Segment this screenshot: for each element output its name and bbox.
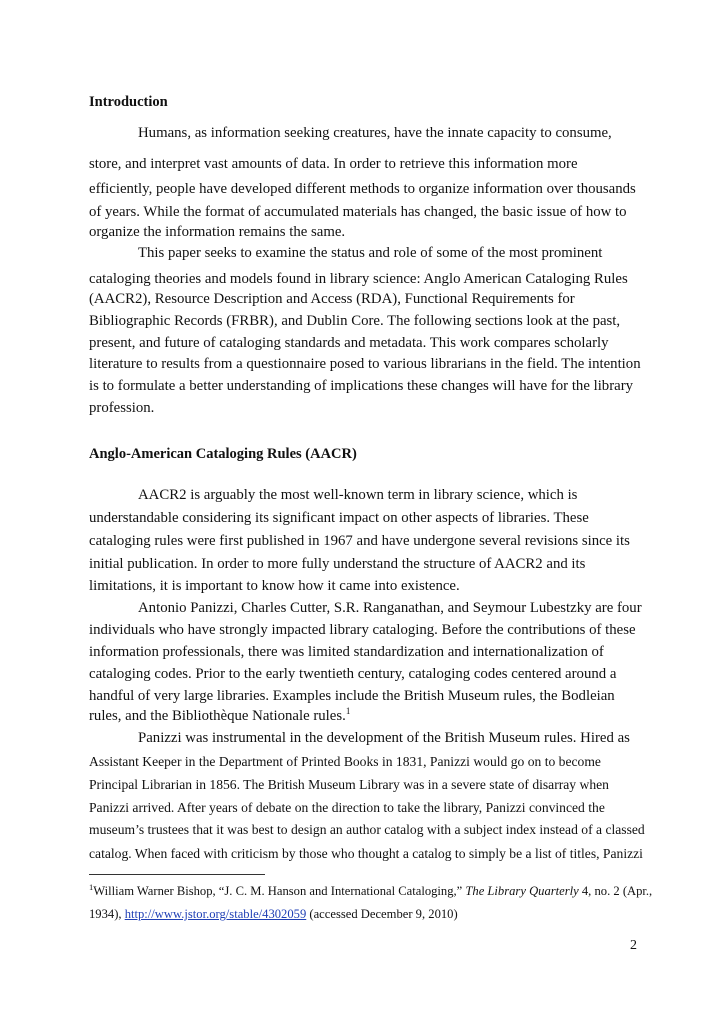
paragraph-line: organize the information remains the same. <box>89 224 346 240</box>
paragraph-line: profession. <box>89 400 155 416</box>
paragraph-line: initial publication. In order to more fully understand the structure of AACR2 and its <box>89 556 586 572</box>
paragraph-line: Principal Librarian in 1856. The British Museum Library was in a severe state of disarray when <box>89 777 609 792</box>
section-heading-aacr: Anglo-American Cataloging Rules (AACR) <box>89 446 357 462</box>
paragraph-line: Antonio Panizzi, Charles Cutter, S.R. Ranganathan, and Seymour Lubestzky are four <box>138 600 642 616</box>
footnote-reference[interactable]: 1 <box>345 706 351 717</box>
paragraph-line-with-footnote <box>89 708 350 725</box>
footnote-journal: The Library Quarterly <box>465 884 579 898</box>
paragraph-line: museum’s trustees that it was best to design an author catalog with a subject index instead of a classed <box>89 822 645 837</box>
section-heading-introduction: Introduction <box>89 94 168 110</box>
paragraph-line: present, and future of cataloging standards and metadata. This work compares scholarly <box>89 335 609 351</box>
paragraph-line: Panizzi arrived. After years of debate on the direction to take the library, Panizzi convinced the <box>89 800 605 815</box>
paragraph-line: Bibliographic Records (FRBR), and Dublin Core. The following sections look at the past, <box>89 313 621 329</box>
footnote-text: (accessed December 9, 2010) <box>306 907 458 921</box>
paragraph-line: This paper seeks to examine the status and role of some of the most prominent <box>138 245 603 261</box>
paragraph-line: AACR2 is arguably the most well-known term in library science, which is <box>138 487 578 503</box>
paragraph-line: Assistant Keeper in the Department of Printed Books in 1831, Panizzi would go on to become <box>89 754 601 769</box>
page-number: 2 <box>630 938 637 953</box>
paragraph-line: handful of very large libraries. Examples include the British Museum rules, the Bodleian <box>89 688 615 704</box>
footnote-line <box>89 907 458 922</box>
paragraph-line: Panizzi was instrumental in the development of the British Museum rules. Hired as <box>138 730 630 746</box>
paragraph-line: limitations, it is important to know how it came into existence. <box>89 578 460 594</box>
footnote-number: 1 <box>89 881 94 892</box>
paragraph-line: store, and interpret vast amounts of data. In order to retrieve this information more <box>89 156 578 172</box>
paragraph-line: individuals who have strongly impacted library cataloging. Before the contributions of these <box>89 622 636 638</box>
paragraph-line: cataloging codes. Prior to the early twentieth century, cataloging codes centered around a <box>89 666 617 682</box>
paragraph-text: rules, and the Bibliothèque Nationale rules. <box>89 708 346 724</box>
footnote-text: 1934), <box>89 907 125 921</box>
footnote-text: William Warner Bishop, “J. C. M. Hanson and International Cataloging,” <box>93 884 466 898</box>
paragraph-line: of years. While the format of accumulated materials has changed, the basic issue of how to <box>89 204 627 220</box>
paragraph-line: understandable considering its significant impact on other aspects of libraries. These <box>89 510 589 526</box>
footnote-line <box>89 881 653 899</box>
paragraph-line: catalog. When faced with criticism by those who thought a catalog to simply be a list of titles, Panizzi <box>89 846 643 861</box>
paragraph-line: information professionals, there was limited standardization and internationalization of <box>89 644 604 660</box>
paragraph-line: efficiently, people have developed different methods to organize information over thousands <box>89 181 636 197</box>
paragraph-line: cataloging theories and models found in library science: Anglo American Cataloging Rules <box>89 271 628 287</box>
footnote-text: 4, no. 2 (Apr., <box>578 884 653 898</box>
paragraph-line: cataloging rules were first published in 1967 and have undergone several revisions since its <box>89 533 630 549</box>
paragraph-line: is to formulate a better understanding of implications these changes will have for the library <box>89 378 634 394</box>
paragraph-line: literature to results from a questionnaire posed to various librarians in the field. The intention <box>89 356 641 372</box>
footnote-separator <box>89 874 265 875</box>
paragraph-line: (AACR2), Resource Description and Access (RDA), Functional Requirements for <box>89 291 575 307</box>
paragraph-line: Humans, as information seeking creatures, have the innate capacity to consume, <box>138 125 612 141</box>
footnote-link[interactable]: http://www.jstor.org/stable/4302059 <box>124 907 307 921</box>
